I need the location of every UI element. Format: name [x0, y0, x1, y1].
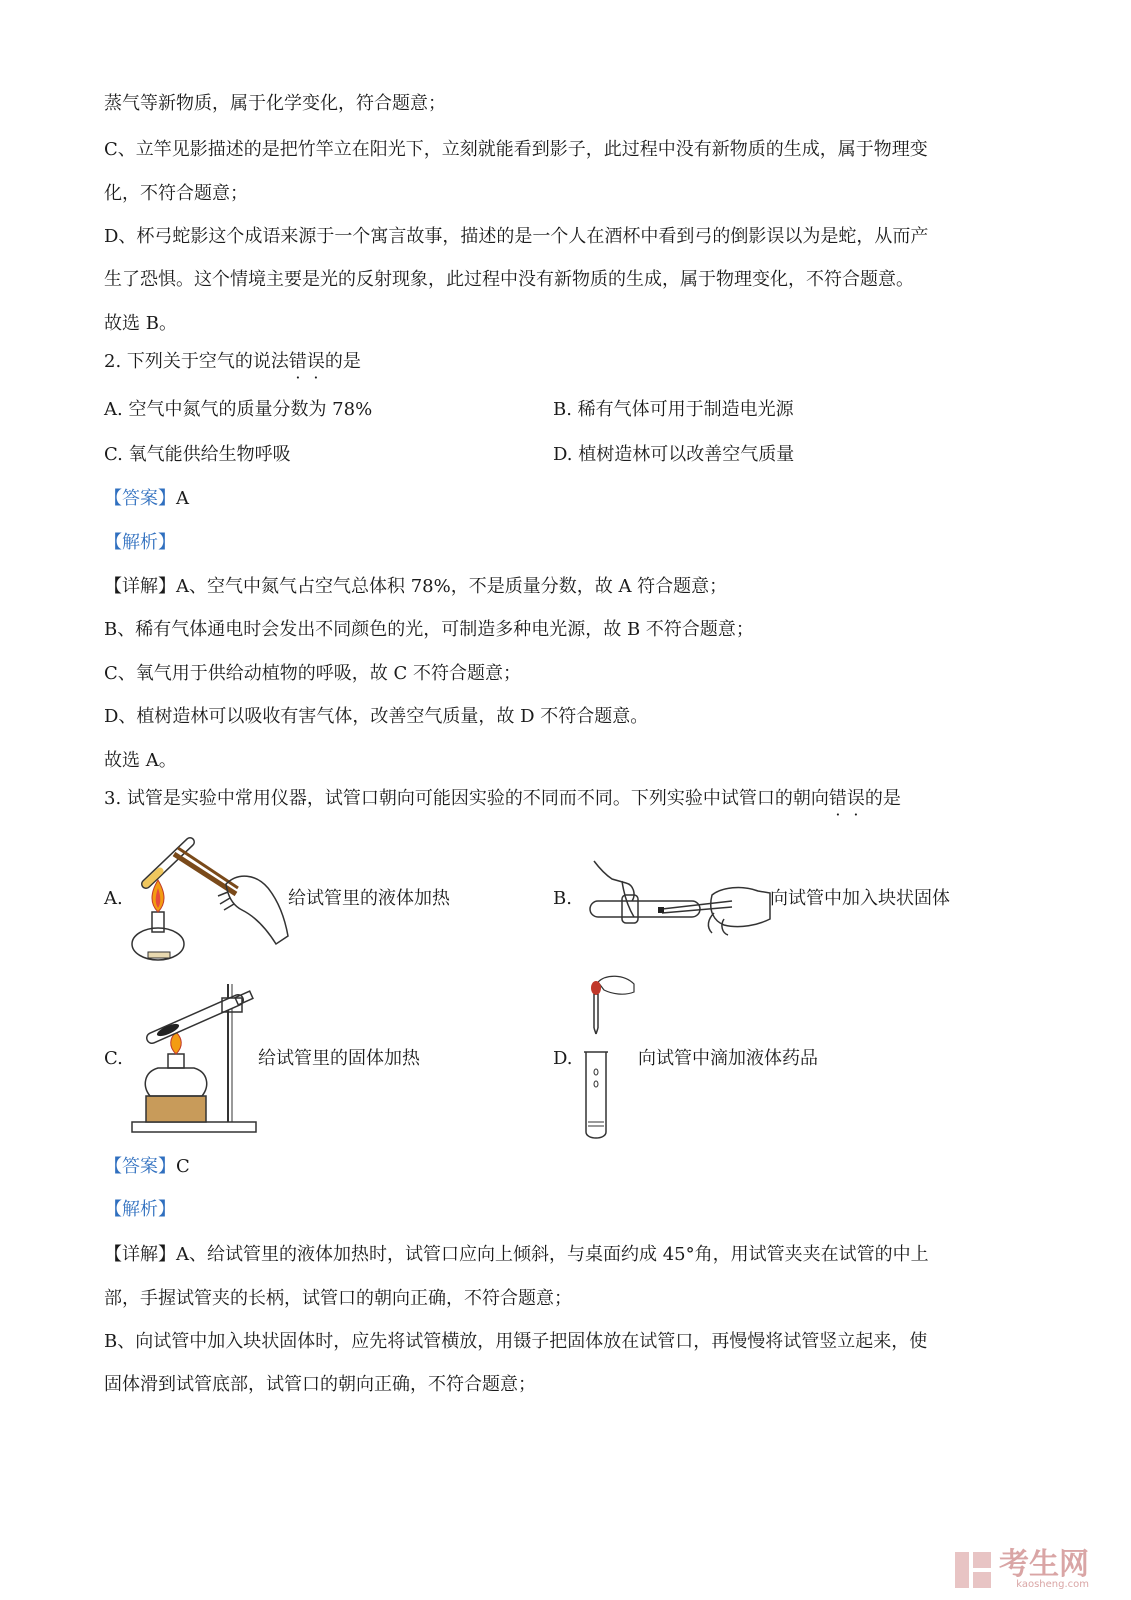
text-line: C、立竿见影描述的是把竹竿立在阳光下，立刻就能看到影子，此过程中没有新物质的生成，属于物理变 — [104, 139, 928, 160]
q3-option-b-text: 向试管中加入块状固体 — [770, 888, 950, 909]
q3-analysis-tag: 【解析】 — [104, 1199, 176, 1220]
watermark-text: 考生网 — [999, 1547, 1089, 1582]
text-line: 蒸气等新物质，属于化学变化，符合题意； — [104, 93, 446, 114]
q3-detail-line: 部，手握试管夹的长柄，试管口的朝向正确，不符合题意； — [104, 1288, 572, 1309]
heating-solid-illustration — [128, 980, 260, 1136]
q3-option-d-letter: D. — [553, 1048, 573, 1069]
q2-answer: 【答案】A — [104, 488, 189, 509]
q2-detail-line: B、稀有气体通电时会发出不同颜色的光，可制造多种电光源，故 B 不符合题意； — [104, 619, 754, 640]
q3-detail-line: 固体滑到试管底部，试管口的朝向正确，不符合题意； — [104, 1374, 536, 1395]
heating-liquid-illustration — [126, 836, 291, 966]
q3-detail-line: 【详解】A、给试管里的液体加热时，试管口应向上倾斜，与桌面约成 45°角，用试管夹夹在试管的中上 — [104, 1244, 929, 1265]
q2-option-d: D. 植树造林可以改善空气质量 — [553, 444, 795, 465]
watermark — [953, 1547, 1089, 1590]
q2-analysis-tag: 【解析】 — [104, 532, 176, 553]
adding-solid-illustration — [582, 855, 772, 945]
q3-option-a-text: 给试管里的液体加热 — [288, 888, 450, 909]
dropping-liquid-illustration — [578, 972, 638, 1144]
text-line: 生了恐惧。这个情境主要是光的反射现象，此过程中没有新物质的生成，属于物理变化，不符合题意。 — [104, 269, 914, 290]
q2-conclusion: 故选 A。 — [104, 750, 177, 771]
q3-option-c-text: 给试管里的固体加热 — [258, 1048, 420, 1069]
kaosheng-logo-icon — [953, 1550, 993, 1590]
q3-answer: 【答案】C — [104, 1156, 190, 1177]
question-2-stem: 2. 下列关于空气的说法错误的是 — [104, 351, 361, 372]
q3-detail-line: B、向试管中加入块状固体时，应先将试管横放，用镊子把固体放在试管口，再慢慢将试管竖立起来，使 — [104, 1331, 928, 1352]
q2-option-c: C. 氧气能供给生物呼吸 — [104, 444, 291, 465]
text-line: 化，不符合题意； — [104, 183, 248, 204]
q2-detail-line: D、植树造林可以吸收有害气体，改善空气质量，故 D 不符合题意。 — [104, 706, 649, 727]
q2-option-a: A. 空气中氮气的质量分数为 78% — [104, 399, 373, 420]
watermark-url: kaosheng.com — [1016, 1579, 1089, 1590]
q3-option-c-letter: C. — [104, 1048, 123, 1069]
q2-detail-line: 【详解】A、空气中氮气占空气总体积 78%，不是质量分数，故 A 符合题意； — [104, 576, 728, 597]
text-line: D、杯弓蛇影这个成语来源于一个寓言故事，描述的是一个人在酒杯中看到弓的倒影误以为是蛇，从而产 — [104, 226, 929, 247]
q3-option-a-letter: A. — [104, 888, 123, 909]
text-line: 故选 B。 — [104, 313, 177, 334]
q3-option-d-text: 向试管中滴加液体药品 — [638, 1048, 818, 1069]
q3-option-b-letter: B. — [553, 888, 572, 909]
question-3-stem: 3. 试管是实验中常用仪器，试管口朝向可能因实验的不同而不同。下列实验中试管口的朝向错误的是 — [104, 788, 901, 809]
q2-detail-line: C、氧气用于供给动植物的呼吸，故 C 不符合题意； — [104, 663, 521, 684]
q2-option-b: B. 稀有气体可用于制造电光源 — [553, 399, 794, 420]
